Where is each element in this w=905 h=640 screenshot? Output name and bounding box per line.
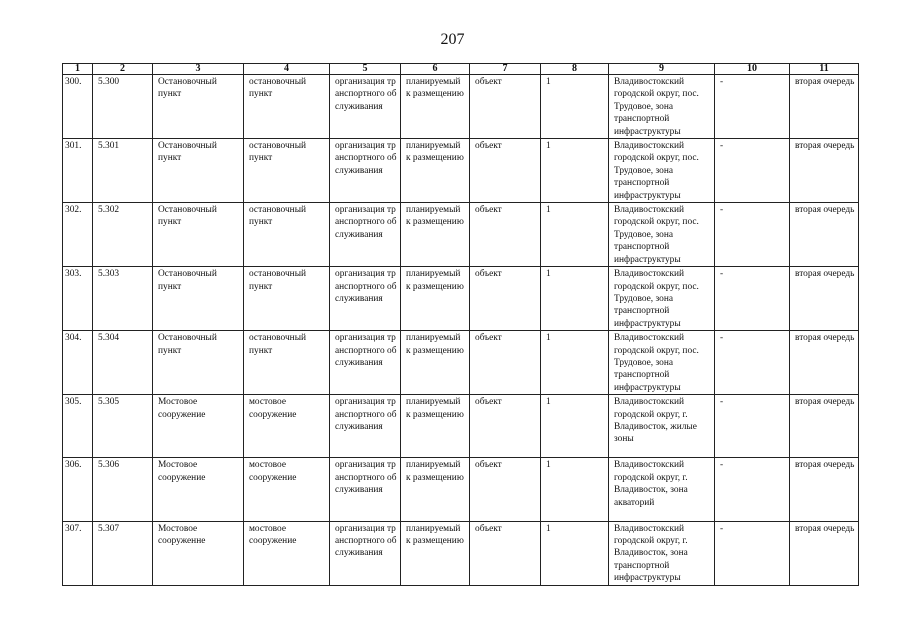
- table-cell-col-11: [790, 139, 859, 203]
- page-number: 207: [440, 31, 465, 48]
- table-cell-col-7: [470, 458, 541, 521]
- cell-text: 305.: [65, 397, 82, 408]
- table-row: [63, 458, 859, 521]
- cell-text: вторая очередь: [795, 523, 855, 534]
- table-cell-col-11: [790, 458, 859, 521]
- column-header-1: 1: [63, 64, 93, 75]
- table-cell-col-4: [244, 75, 330, 139]
- table-cell-col-2: [93, 521, 153, 585]
- table-cell-col-5: [330, 331, 401, 395]
- cell-text: 1: [546, 141, 551, 152]
- cell-text: планируемый к размещению: [406, 205, 464, 228]
- column-header-10: 10: [715, 64, 790, 75]
- table-cell-col-2: [93, 75, 153, 139]
- table-cell-col-8: [541, 331, 609, 395]
- table-cell-col-8: [541, 267, 609, 331]
- cell-text: вторая очередь: [795, 397, 855, 408]
- cell-text: планируемый к размещению: [406, 397, 464, 420]
- table-cell-col-2: [93, 395, 153, 458]
- table-cell-col-9: [609, 75, 715, 139]
- column-header-9: 9: [609, 64, 715, 75]
- objects-table: [62, 63, 859, 586]
- cell-text: объект: [475, 523, 502, 534]
- table-row: [63, 395, 859, 458]
- cell-text: планируемый к размещению: [406, 141, 464, 164]
- cell-text: -: [720, 205, 724, 216]
- table-cell-col-6: [401, 521, 470, 585]
- cell-text: остановочный пункт: [249, 77, 307, 100]
- cell-text: Владивостокский городской округ, пос. Трудовое, зона транспортной инфраструктуры: [614, 333, 699, 393]
- table-cell-col-2: [93, 139, 153, 203]
- cell-text: вторая очередь: [795, 333, 855, 344]
- table-cell-col-8: [541, 395, 609, 458]
- header-row: [63, 64, 859, 75]
- cell-text: 300.: [65, 77, 82, 87]
- table-cell-col-3: [153, 75, 244, 139]
- table-cell-col-6: [401, 267, 470, 331]
- cell-text: остановочный пункт: [249, 141, 307, 164]
- table-cell-col-11: [790, 267, 859, 331]
- cell-text: 304.: [65, 333, 82, 344]
- table-cell-col-5: [330, 203, 401, 267]
- table-cell-col-3: [153, 458, 244, 521]
- cell-text: 1: [546, 397, 551, 408]
- column-header-6: 6: [401, 64, 470, 75]
- table-cell-col-10: [715, 139, 790, 203]
- cell-text: Остановочный пункт: [158, 269, 217, 292]
- table-cell-col-10: [715, 203, 790, 267]
- cell-text: планируемый к размещению: [406, 77, 464, 100]
- cell-text: остановочный пункт: [249, 269, 307, 292]
- cell-text: организация транспортного обслуживания: [335, 205, 397, 240]
- table-cell-col-1: [63, 458, 93, 521]
- table-cell-col-10: [715, 521, 790, 585]
- table-cell-col-1: [63, 267, 93, 331]
- table-cell-col-5: [330, 139, 401, 203]
- cell-text: объект: [475, 77, 502, 87]
- table-cell-col-10: [715, 395, 790, 458]
- cell-text: объект: [475, 397, 502, 408]
- table-cell-col-1: [63, 521, 93, 585]
- cell-text: планируемый к размещению: [406, 523, 464, 546]
- table-cell-col-1: [63, 331, 93, 395]
- table-cell-col-7: [470, 75, 541, 139]
- cell-text: организация транспортного обслуживания: [335, 269, 397, 304]
- cell-text: 307.: [65, 523, 82, 534]
- table-cell-col-1: [63, 203, 93, 267]
- cell-text: организация транспортного обслуживания: [335, 333, 397, 368]
- table-cell-col-9: [609, 395, 715, 458]
- cell-text: Владивостокский городской округ, пос. Трудовое, зона транспортной инфраструктуры: [614, 77, 699, 137]
- cell-text: планируемый к размещению: [406, 333, 464, 356]
- cell-text: Остановочный пункт: [158, 205, 217, 228]
- table-cell-col-5: [330, 458, 401, 521]
- table-cell-col-7: [470, 267, 541, 331]
- table-body: [63, 75, 859, 586]
- cell-text: организация транспортного обслуживания: [335, 397, 397, 432]
- table-cell-col-3: [153, 267, 244, 331]
- table-cell-col-3: [153, 331, 244, 395]
- cell-text: Владивостокский городской округ, г. Владивосток, зона транспортной инфраструктуры: [614, 523, 688, 584]
- cell-text: 1: [546, 523, 551, 534]
- cell-text: 5.302: [98, 205, 120, 216]
- table-cell-col-4: [244, 203, 330, 267]
- table-row: [63, 521, 859, 585]
- cell-text: вторая очередь: [795, 141, 855, 152]
- table-cell-col-1: [63, 395, 93, 458]
- cell-text: остановочный пункт: [249, 333, 307, 356]
- cell-text: организация транспортного обслуживания: [335, 141, 397, 176]
- table-cell-col-3: [153, 139, 244, 203]
- cell-text: 1: [546, 460, 551, 471]
- table-cell-col-9: [609, 521, 715, 585]
- table-cell-col-10: [715, 458, 790, 521]
- cell-text: объект: [475, 141, 502, 152]
- table-cell-col-11: [790, 395, 859, 458]
- cell-text: мостовое сооружение: [249, 460, 297, 483]
- cell-text: 1: [546, 333, 551, 344]
- cell-text: 1: [546, 77, 551, 87]
- table-cell-col-10: [715, 267, 790, 331]
- table-cell-col-2: [93, 458, 153, 521]
- table-cell-col-6: [401, 75, 470, 139]
- table-cell-col-11: [790, 203, 859, 267]
- table-cell-col-6: [401, 395, 470, 458]
- table-cell-col-7: [470, 395, 541, 458]
- cell-text: Остановочный пункт: [158, 333, 217, 356]
- cell-text: мостовое сооружение: [249, 523, 297, 546]
- cell-text: Остановочный пункт: [158, 141, 217, 164]
- column-header-3: 3: [153, 64, 244, 75]
- cell-text: 5.301: [98, 141, 120, 152]
- cell-text: объект: [475, 205, 502, 216]
- cell-text: Владивостокский городской округ, пос. Трудовое, зона транспортной инфраструктуры: [614, 141, 699, 201]
- cell-text: организация транспортного обслуживания: [335, 77, 397, 112]
- column-header-7: 7: [470, 64, 541, 75]
- cell-text: мостовое сооружение: [249, 397, 297, 420]
- cell-text: объект: [475, 460, 502, 471]
- cell-text: Остановочный пункт: [158, 77, 217, 100]
- cell-text: -: [720, 77, 724, 87]
- cell-text: вторая очередь: [795, 269, 855, 280]
- cell-text: 1: [546, 205, 551, 216]
- table-cell-col-4: [244, 458, 330, 521]
- cell-text: 302.: [65, 205, 82, 216]
- table-cell-col-4: [244, 521, 330, 585]
- table-header: [63, 64, 859, 75]
- cell-text: организация транспортного обслуживания: [335, 523, 397, 559]
- cell-text: вторая очередь: [795, 205, 855, 216]
- cell-text: 5.303: [98, 269, 120, 280]
- table-row: [63, 267, 859, 331]
- cell-text: Мостовое сооруженне: [158, 523, 206, 546]
- cell-text: -: [720, 397, 724, 408]
- cell-text: -: [720, 269, 724, 280]
- table-cell-col-2: [93, 331, 153, 395]
- table-cell-col-4: [244, 139, 330, 203]
- table-cell-col-6: [401, 458, 470, 521]
- cell-text: объект: [475, 269, 502, 280]
- cell-text: вторая очередь: [795, 77, 855, 87]
- column-header-8: 8: [541, 64, 609, 75]
- table-cell-col-10: [715, 75, 790, 139]
- table-cell-col-7: [470, 203, 541, 267]
- column-header-2: 2: [93, 64, 153, 75]
- table-cell-col-3: [153, 521, 244, 585]
- table-cell-col-6: [401, 139, 470, 203]
- table-cell-col-11: [790, 331, 859, 395]
- cell-text: объект: [475, 333, 502, 344]
- cell-text: организация транспортного обслуживания: [335, 460, 397, 496]
- cell-text: Владивостокский городской округ, г. Владивосток, жилые зоны: [614, 397, 697, 445]
- table-cell-col-11: [790, 75, 859, 139]
- cell-text: Владивостокский городской округ, г. Владивосток, зона акваторий: [614, 460, 688, 508]
- table-cell-col-9: [609, 203, 715, 267]
- table-cell-col-6: [401, 203, 470, 267]
- table-cell-col-9: [609, 458, 715, 521]
- table-cell-col-8: [541, 521, 609, 585]
- table-cell-col-8: [541, 139, 609, 203]
- cell-text: 1: [546, 269, 551, 280]
- table-cell-col-3: [153, 395, 244, 458]
- table-cell-col-3: [153, 203, 244, 267]
- table-cell-col-8: [541, 203, 609, 267]
- cell-text: 5.304: [98, 333, 120, 344]
- table-row: [63, 203, 859, 267]
- table-cell-col-4: [244, 267, 330, 331]
- cell-text: Мостовое сооружение: [158, 460, 206, 483]
- cell-text: 5.305: [98, 397, 120, 408]
- table-cell-col-4: [244, 395, 330, 458]
- cell-text: Владивостокский городской округ, пос. Трудовое, зона транспортной инфраструктуры: [614, 205, 699, 265]
- table-row: [63, 331, 859, 395]
- cell-text: остановочный пункт: [249, 205, 307, 228]
- cell-text: планируемый к размещению: [406, 460, 464, 483]
- table-cell-col-9: [609, 267, 715, 331]
- table-cell-col-9: [609, 139, 715, 203]
- cell-text: 303.: [65, 269, 82, 280]
- table-cell-col-11: [790, 521, 859, 585]
- table-cell-col-7: [470, 521, 541, 585]
- table-cell-col-8: [541, 458, 609, 521]
- table-cell-col-5: [330, 267, 401, 331]
- table-cell-col-5: [330, 75, 401, 139]
- table-cell-col-6: [401, 331, 470, 395]
- table-cell-col-1: [63, 139, 93, 203]
- cell-text: 306.: [65, 460, 82, 471]
- table-cell-col-7: [470, 331, 541, 395]
- cell-text: -: [720, 523, 724, 534]
- cell-text: -: [720, 333, 724, 344]
- table-cell-col-1: [63, 75, 93, 139]
- cell-text: 5.300: [98, 77, 120, 87]
- table-cell-col-4: [244, 331, 330, 395]
- cell-text: -: [720, 141, 724, 152]
- cell-text: 301.: [65, 141, 82, 152]
- cell-text: -: [720, 460, 724, 471]
- table-row: [63, 75, 859, 139]
- table-cell-col-5: [330, 521, 401, 585]
- table-cell-col-10: [715, 331, 790, 395]
- table-cell-col-8: [541, 75, 609, 139]
- cell-text: 5.307: [98, 523, 120, 534]
- cell-text: 5.306: [98, 460, 120, 471]
- column-header-4: 4: [244, 64, 330, 75]
- column-header-5: 5: [330, 64, 401, 75]
- table-cell-col-7: [470, 139, 541, 203]
- table-cell-col-9: [609, 331, 715, 395]
- table-cell-col-2: [93, 203, 153, 267]
- column-header-11: 11: [790, 64, 859, 75]
- table-cell-col-5: [330, 395, 401, 458]
- cell-text: вторая очередь: [795, 460, 855, 471]
- table-row: [63, 139, 859, 203]
- cell-text: планируемый к размещению: [406, 269, 464, 292]
- table-cell-col-2: [93, 267, 153, 331]
- cell-text: Мостовое сооружение: [158, 397, 206, 420]
- cell-text: Владивостокский городской округ, пос. Трудовое, зона транспортной инфраструктуры: [614, 269, 699, 329]
